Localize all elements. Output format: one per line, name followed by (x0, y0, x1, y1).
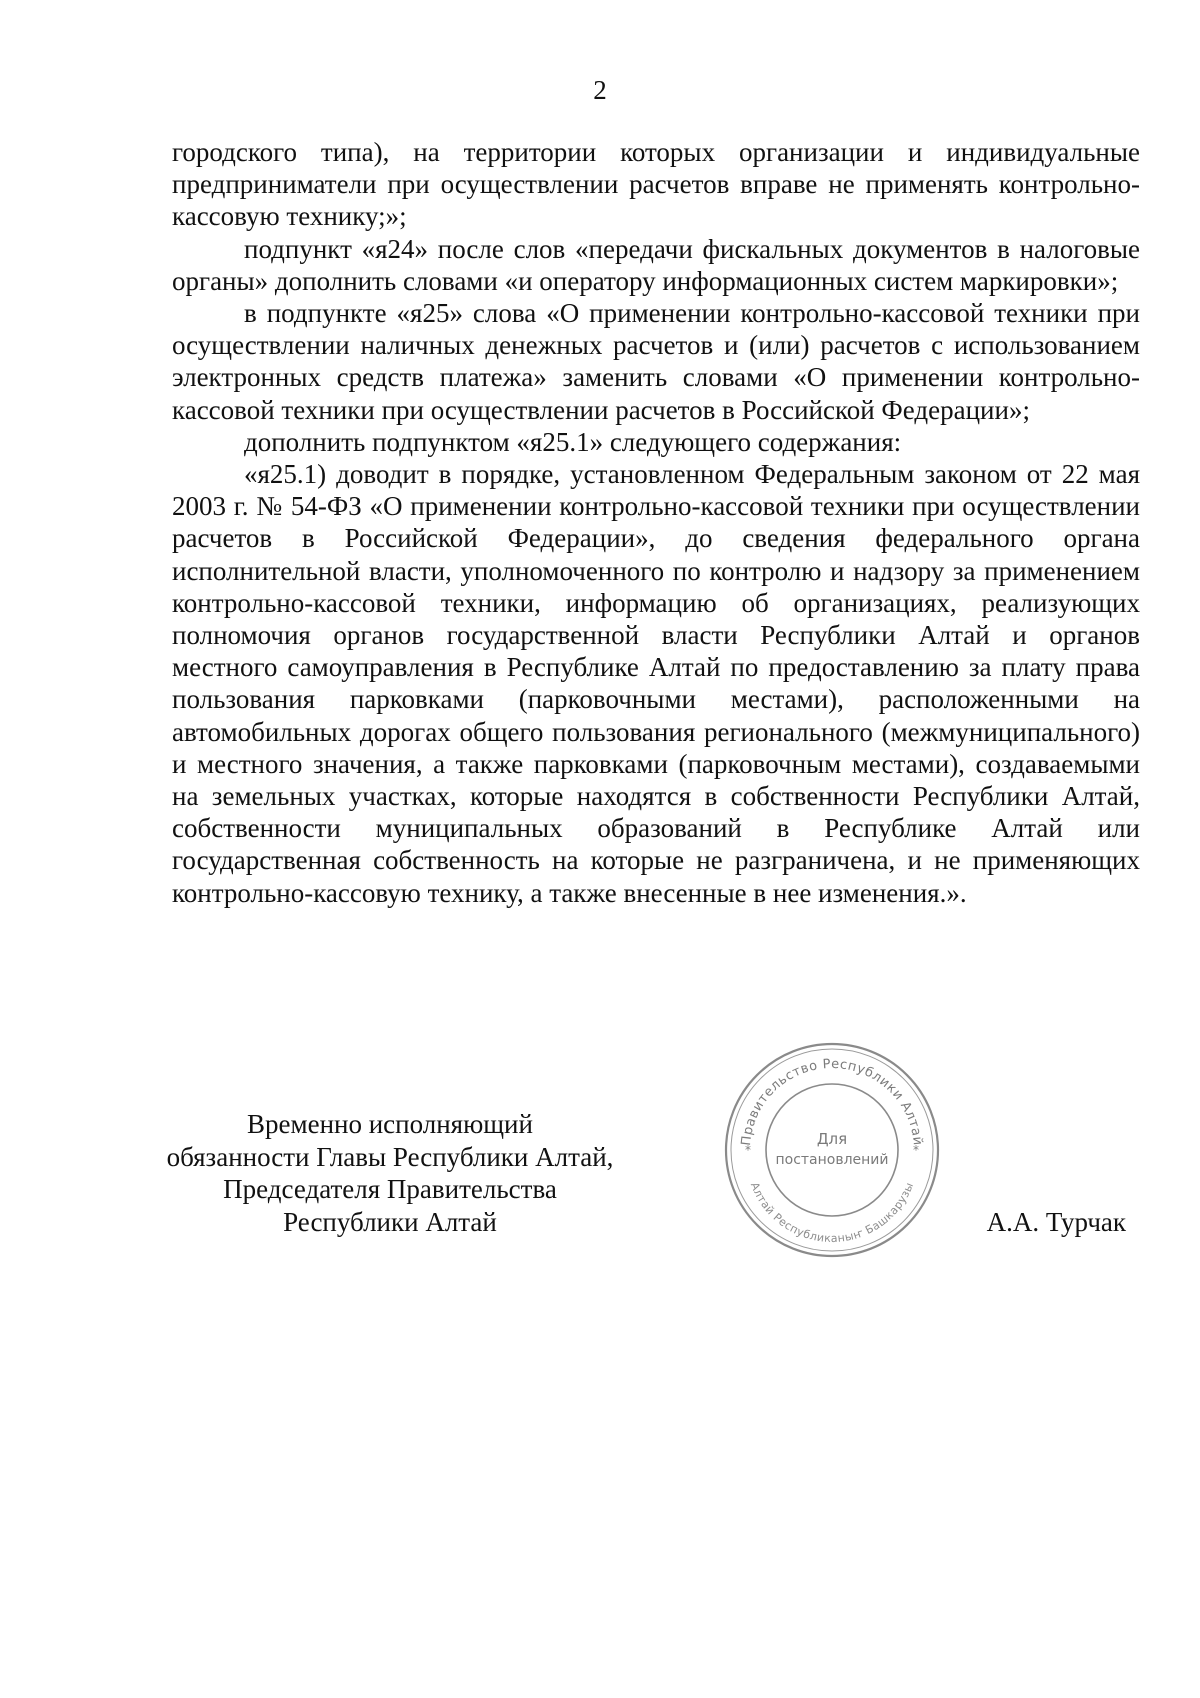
paragraph-subitem-ya24: подпункт «я24» после слов «передачи фискальных документов в налоговые органы» дополнить словами «и оператору информационных систем маркировки»; (172, 233, 1140, 296)
signatory-title-line: Республики Алтай (283, 1206, 497, 1237)
paragraph-continuation: городского типа), на территории которых организации и индивидуальные предприниматели при осуществлении расчетов вправе не применять контрольно-кассовую технику;»; (172, 137, 1140, 232)
seal-center-line2: постановлений (775, 1152, 889, 1168)
signatory-title-line: Председателя Правительства (223, 1174, 557, 1204)
official-seal-stamp (722, 1040, 942, 1260)
signatory-name: А.А. Турчак (986, 1207, 1126, 1237)
paragraph-add-subitem: дополнить подпунктом «я25.1» следующего содержания: (244, 426, 902, 457)
svg-text:Алтай Республиканыҥ Башкарузы (748, 1180, 916, 1245)
seal-center-line1: Для (816, 1130, 848, 1148)
paragraph-subitem-ya25: в подпункте «я25» слова «О применении контрольно-кассовой техники при осуществлении наличных денежных расчетов и (или) расчетов с использованием электронных средств платежа» заменить словами «О применении контрольно-кассовой техники при осуществлении расчетов в Российской Федерации»; (172, 298, 1140, 425)
page-number: 2 (593, 75, 607, 105)
svg-text:*: * (745, 1143, 751, 1157)
signatory-title-line: обязанности Главы Республики Алтай, (166, 1141, 614, 1172)
seal-outer-text: Правительство Республики Алтай (739, 1056, 925, 1147)
signatory-title-line: Временно исполняющий (247, 1109, 533, 1139)
paragraph-subitem-ya25-1: «я25.1) доводит в порядке, установленном Федеральным законом от 22 мая 2003 г. № 54-ФЗ «О применении контрольно-кассовой техники при осуществлении расчетов в Российской Федерации», до сведения федерального органа исполнительной власти, уполномоченного по контролю и надзору за применением контрольно-кассовой техники, информацию об организациях, реализующих полномочия органов государственной власти Республики Алтай и органов местного самоуправления в Республике Алтай по предоставлению за плату права пользования парковками (парковочными местами), расположенными на автомобильных дорогах общего пользования регионального (межмуниципального) и местного значения, а также парковками (парковочным местами), создаваемыми на земельных участках, которые находятся в собственности Республики Алтай, собственности муниципальных образований в Республике Алтай или государственная собственность на которые не разграничена, и не применяющих контрольно-кассовую технику, а также внесенные в нее изменения.». (172, 459, 1140, 908)
signatory-title (140, 1108, 640, 1238)
seal-lower-text: Алтай Республиканыҥ Башкарузы (747, 1180, 917, 1246)
document-body (172, 136, 1140, 909)
svg-text:*: * (913, 1143, 919, 1157)
